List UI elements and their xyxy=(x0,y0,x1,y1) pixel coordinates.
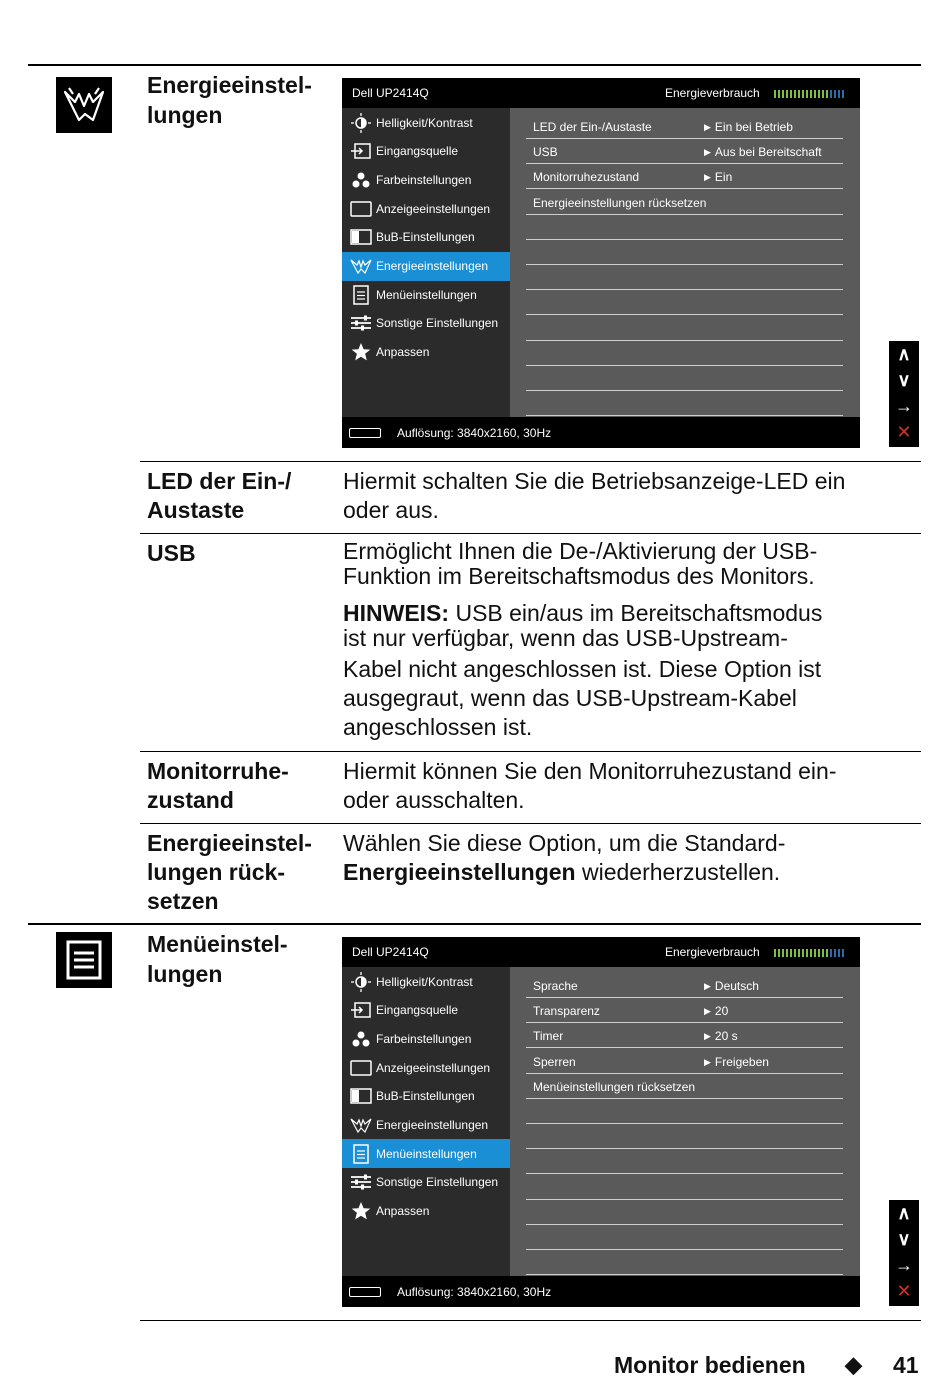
osd-footer xyxy=(342,1276,860,1307)
osd-menu-label: Energieeinstellungen xyxy=(376,1118,489,1132)
other-settings-icon xyxy=(350,1172,372,1192)
osd-empty-row xyxy=(526,1099,843,1124)
brightness-icon xyxy=(350,972,372,992)
osd-setting-value: ▶ Ein xyxy=(704,170,732,184)
osd-setting-value: ▶ Aus bei Bereitschaft xyxy=(704,145,822,159)
section-divider xyxy=(28,923,921,925)
osd-empty-row xyxy=(526,316,843,341)
display-icon xyxy=(350,1058,372,1078)
osd-energy-label: Energieverbrauch xyxy=(665,86,760,100)
osd-setting-label: USB xyxy=(533,145,558,160)
osd-menu-label: Farbeinstellungen xyxy=(376,1031,472,1046)
menu-icon xyxy=(350,285,372,305)
osd-model-name: Dell UP2414Q xyxy=(352,945,429,959)
osd-empty-row xyxy=(526,341,843,366)
osd-menu-item[interactable] xyxy=(342,967,510,996)
term-led: LED der Ein-/ Austaste xyxy=(147,468,292,523)
osd-menu-item[interactable] xyxy=(342,252,510,281)
osd-menu-label: BuB-Einstellungen xyxy=(376,230,475,245)
osd-empty-row xyxy=(526,215,843,240)
color-icon xyxy=(350,1029,372,1049)
osd-menu-label: Sonstige Einstellungen xyxy=(376,1175,499,1190)
brightness-icon xyxy=(350,113,372,133)
osd-menu-item[interactable] xyxy=(342,1024,510,1053)
osd-setting-value: ▶ Freigeben xyxy=(704,1055,769,1069)
osd-empty-row xyxy=(526,240,843,265)
osd-header xyxy=(342,937,860,967)
osd-menu-item[interactable] xyxy=(342,223,510,252)
osd-setting-label: Timer xyxy=(533,1029,564,1044)
osd-setting-label: Transparenz xyxy=(533,1004,600,1019)
osd-setting-row[interactable] xyxy=(526,164,843,189)
star-icon xyxy=(350,342,372,362)
energy-icon xyxy=(56,77,112,133)
desc-led: Hiermit schalten Sie die Betriebsanzeige-LED ein oder aus. xyxy=(343,468,846,523)
footer-chapter: Monitor bedienen xyxy=(614,1352,806,1378)
down-icon[interactable]: ∨ xyxy=(897,370,911,390)
section-divider xyxy=(28,64,921,66)
term-sleep: Monitorruhe- zustand xyxy=(147,758,289,813)
osd-menu-label: Anzeigeeinstellungen xyxy=(376,201,491,216)
row-divider xyxy=(140,823,921,824)
osd-menu-item[interactable] xyxy=(342,280,510,309)
osd-settings-panel xyxy=(510,967,860,1276)
osd-menu-label: Helligkeit/Kontrast xyxy=(376,115,473,130)
input-source-icon xyxy=(350,1000,372,1020)
osd-setting-value: ▶ 20 s xyxy=(704,1029,738,1043)
osd-resolution: Auflösung: 3840x2160, 30Hz xyxy=(397,426,552,440)
osd-setting-label: Energieeinstellungen rücksetzen xyxy=(533,195,707,210)
down-icon[interactable]: ∨ xyxy=(897,1229,911,1249)
osd-nav-buttons xyxy=(889,341,919,447)
osd-header xyxy=(342,78,860,108)
desc-reset: Wählen Sie diese Option, um die Standard- Energieeinstellungen wiederherzustellen. xyxy=(343,830,786,885)
osd-footer xyxy=(342,417,860,448)
osd-menu-label: Anpassen xyxy=(376,345,430,360)
osd-model-name: Dell UP2414Q xyxy=(352,86,429,100)
osd-setting-row[interactable] xyxy=(526,1049,843,1074)
up-icon[interactable]: ∧ xyxy=(897,1203,911,1223)
osd-menu-item[interactable] xyxy=(342,309,510,338)
osd-setting-label: Sperren xyxy=(533,1054,576,1069)
osd-empty-row xyxy=(526,1149,843,1174)
energy-meter xyxy=(774,949,846,957)
osd-menu-label: Energieeinstellungen xyxy=(376,259,489,273)
enter-icon[interactable]: → xyxy=(895,396,913,416)
term-usb: USB xyxy=(147,540,196,566)
energy-icon xyxy=(350,1115,372,1135)
osd-empty-row xyxy=(526,1124,843,1149)
enter-icon[interactable]: → xyxy=(895,1255,913,1275)
osd-menu-item[interactable] xyxy=(342,194,510,223)
desc-usb: Ermöglicht Ihnen die De-/Aktivierung der USB- Funktion im Bereitschaftsmodus des Monitors. xyxy=(343,538,818,589)
osd-menu-item[interactable] xyxy=(342,1053,510,1082)
osd-menu-label: Helligkeit/Kontrast xyxy=(376,974,473,989)
displayport-icon xyxy=(349,428,381,438)
exit-icon[interactable]: ✕ xyxy=(896,422,912,442)
osd-menu-label: Eingangsquelle xyxy=(376,1003,459,1018)
osd-empty-row xyxy=(526,366,843,391)
osd-empty-row xyxy=(526,265,843,290)
osd-setting-row[interactable] xyxy=(526,1074,843,1099)
osd-setting-row[interactable] xyxy=(526,1023,843,1048)
osd-empty-row xyxy=(526,290,843,315)
up-icon[interactable]: ∧ xyxy=(897,344,911,364)
energy-icon xyxy=(350,256,372,276)
exit-icon[interactable]: ✕ xyxy=(896,1281,912,1301)
osd-menu-label: Farbeinstellungen xyxy=(376,172,472,187)
osd-empty-row xyxy=(526,1175,843,1200)
row-divider xyxy=(140,751,921,752)
diamond-icon: ◆ xyxy=(845,1352,862,1377)
osd-menu-item[interactable] xyxy=(342,108,510,137)
osd-menu-item[interactable] xyxy=(342,338,510,367)
displayport-icon xyxy=(349,1287,381,1297)
osd-menu-item[interactable] xyxy=(342,1139,510,1168)
osd-setting-label: Menüeinstellungen rücksetzen xyxy=(533,1079,696,1094)
section-title: Energieeinstel- lungen xyxy=(147,72,312,128)
pip-icon xyxy=(350,227,372,247)
color-icon xyxy=(350,170,372,190)
row-divider xyxy=(140,533,921,534)
osd-menu-label: Eingangsquelle xyxy=(376,144,459,159)
term-reset: Energieeinstel- lungen rück- setzen xyxy=(147,830,312,914)
section-title: Menüeinstel- lungen xyxy=(147,931,288,987)
osd-menu-item[interactable] xyxy=(342,1082,510,1111)
osd-menu-label: Menüeinstellungen xyxy=(376,1146,477,1161)
osd-screenshot xyxy=(342,78,860,448)
osd-menu-label: Anpassen xyxy=(376,1204,430,1219)
note-usb: HINWEIS: USB ein/aus im Bereitschaftsmodus ist nur verfügbar, wenn das USB-Upstream- Kabel nicht angeschlossen ist. Diese Option ist ausgegraut, wenn das USB-Upstream-Kabel angeschlossen ist. xyxy=(343,600,823,740)
osd-empty-row xyxy=(526,1225,843,1250)
osd-energy-label: Energieverbrauch xyxy=(665,945,760,959)
display-icon xyxy=(350,199,372,219)
osd-settings-panel xyxy=(510,108,860,417)
osd-menu-label: BuB-Einstellungen xyxy=(376,1089,475,1104)
osd-setting-label: LED der Ein-/Austaste xyxy=(533,120,652,134)
osd-menu-label: Anzeigeeinstellungen xyxy=(376,1060,491,1075)
osd-setting-value: ▶ Ein bei Betrieb xyxy=(704,120,793,134)
osd-empty-row xyxy=(526,1200,843,1225)
osd-menu-label: Sonstige Einstellungen xyxy=(376,316,499,331)
menu-icon xyxy=(350,1144,372,1164)
osd-empty-row xyxy=(526,391,843,416)
page-number: 41 xyxy=(893,1352,919,1378)
osd-menu-item[interactable] xyxy=(342,1168,510,1197)
osd-resolution: Auflösung: 3840x2160, 30Hz xyxy=(397,1285,552,1299)
osd-menu-label: Menüeinstellungen xyxy=(376,287,477,302)
menu-icon xyxy=(56,932,112,988)
osd-setting-value: ▶ 20 xyxy=(704,1004,728,1018)
osd-setting-row[interactable] xyxy=(526,998,843,1023)
osd-menu-item[interactable] xyxy=(342,165,510,194)
other-settings-icon xyxy=(350,313,372,333)
osd-setting-row[interactable] xyxy=(526,114,843,139)
osd-empty-row xyxy=(526,1250,843,1275)
row-divider xyxy=(140,461,921,462)
osd-menu-item[interactable] xyxy=(342,137,510,166)
osd-screenshot xyxy=(342,937,860,1307)
energy-meter xyxy=(774,90,846,98)
osd-setting-label: Monitorruhezustand xyxy=(533,170,640,185)
osd-menu-item[interactable] xyxy=(342,1197,510,1226)
pip-icon xyxy=(350,1086,372,1106)
osd-menu-item[interactable] xyxy=(342,996,510,1025)
star-icon xyxy=(350,1201,372,1221)
osd-setting-row[interactable] xyxy=(526,973,843,998)
osd-menu-item[interactable] xyxy=(342,1111,510,1140)
osd-sidebar xyxy=(342,967,510,1276)
osd-setting-row[interactable] xyxy=(526,190,843,215)
osd-setting-label: Sprache xyxy=(533,979,578,993)
osd-nav-buttons xyxy=(889,1200,919,1306)
osd-sidebar xyxy=(342,108,510,417)
desc-sleep: Hiermit können Sie den Monitorruhezustand ein- oder ausschalten. xyxy=(343,758,837,813)
row-divider xyxy=(140,1320,921,1321)
input-source-icon xyxy=(350,141,372,161)
osd-setting-row[interactable] xyxy=(526,139,843,164)
osd-setting-value: ▶ Deutsch xyxy=(704,979,759,993)
note-label: HINWEIS: xyxy=(343,600,450,626)
